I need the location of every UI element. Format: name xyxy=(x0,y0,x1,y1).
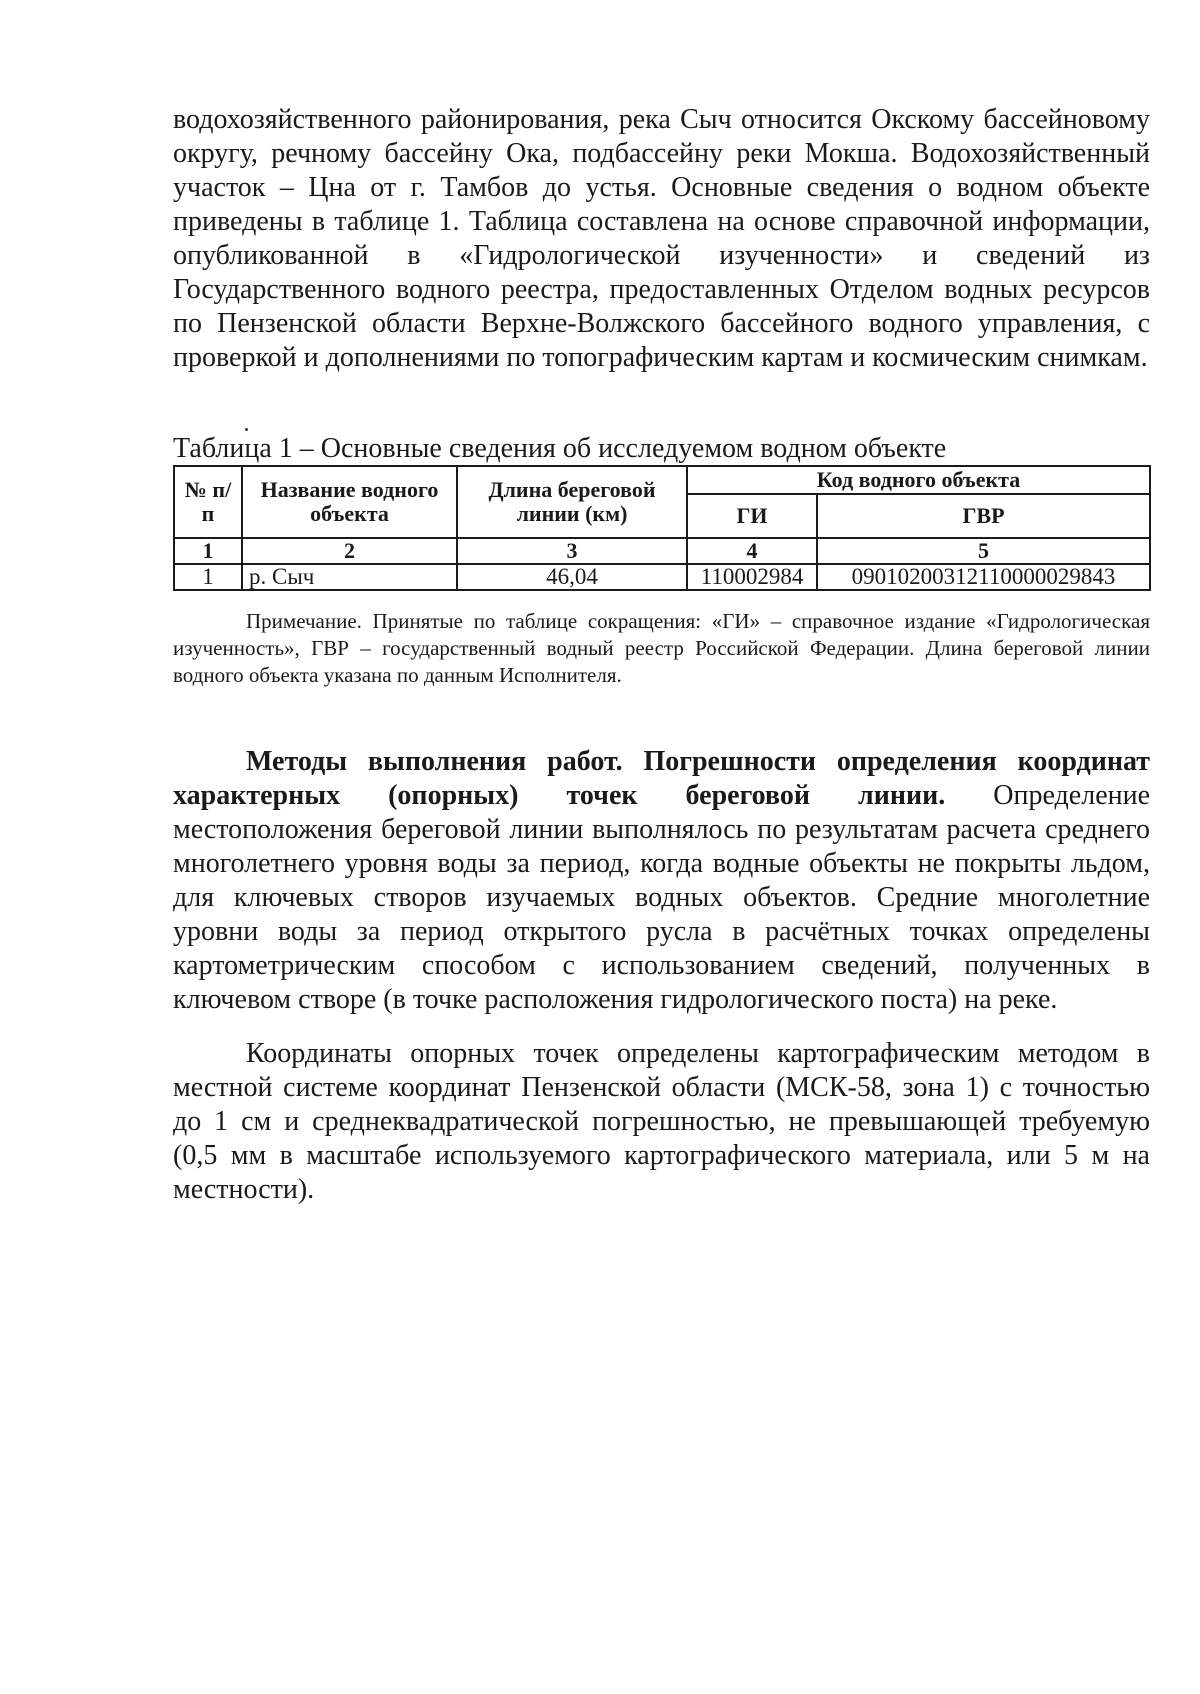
header-gvr: ГВР xyxy=(817,494,1150,538)
column-number: 1 xyxy=(174,538,242,564)
methods-heading: Методы выполнения работ. Погрешности определения координат характерных (опорных) точек береговой линии. xyxy=(173,746,1150,811)
intro-paragraph: водохозяйственного районирования, река Сыч относится Окскому бассейновому округу, речному бассейну Ока, подбассейну реки Мокша. Водохозяйственный участок – Цна от г. Тамбов до устья. Основные сведения о водном объекте приведены в таблице 1. Таблица составлена на основе справочной информации, опубликованной в «Гидрологической изученности» и сведений из Государственного водного реестра, предоставленных Отделом водных ресурсов по Пензенской области Верхне-Волжского бассейного водного управления, с проверкой и дополнениями по топографическим картам и космическим снимкам. xyxy=(173,104,1150,373)
header-name: Название водного объекта xyxy=(242,466,457,538)
table-caption: Таблица 1 – Основные сведения об исследуемом водном объекте xyxy=(173,433,947,464)
water-object-table xyxy=(173,465,1151,591)
methods-body: Определение местоположения береговой линии выполнялось по результатам расчета среднего многолетнего уровня воды за период, когда водные объекты не покрыты льдом, для ключевых створов изучаемых водных объектов. Средние многолетние уровни воды за период открытого русла в расчётных точках определены картометрическим способом с использованием сведений, полученных в ключевом створе (в точке расположения гидрологического поста) на реке. xyxy=(173,780,1151,1015)
column-number: 5 xyxy=(817,538,1150,564)
header-code-group: Код водного объекта xyxy=(687,466,1150,494)
cell-gvr: 09010200312110000029843 xyxy=(817,564,1150,590)
cell-num: 1 xyxy=(174,564,242,590)
column-number: 3 xyxy=(457,538,687,564)
column-numbers-row xyxy=(174,538,1150,564)
header-num: № п/п xyxy=(174,466,242,538)
column-number: 4 xyxy=(687,538,817,564)
table-row xyxy=(174,564,1150,590)
cell-name: р. Сыч xyxy=(242,564,457,590)
methods-paragraph xyxy=(173,745,1150,1017)
column-number: 2 xyxy=(242,538,457,564)
table-note-text: Примечание. Принятые по таблице сокращения: «ГИ» – справочное издание «Гидрологическая изученность», ГВР – государственный водный реестр Российской Федерации. Длина береговой линии водного объекта указана по данным Исполнителя. xyxy=(173,609,1150,687)
table-note xyxy=(173,608,1150,689)
coordinates-paragraph: Координаты опорных точек определены картографическим методом в местной системе координат Пензенской области (МСК-58, зона 1) с точностью до 1 см и среднеквадратической погрешностью, не превышающей требуемую (0,5 мм в масштабе используемого картографического материала, или 5 м на местности). xyxy=(173,1038,1150,1205)
cell-gi: 110002984 xyxy=(687,564,817,590)
stray-dot-mark xyxy=(245,428,248,431)
cell-length: 46,04 xyxy=(457,564,687,590)
header-gi: ГИ xyxy=(687,494,817,538)
header-length: Длина береговой линии (км) xyxy=(457,466,687,538)
